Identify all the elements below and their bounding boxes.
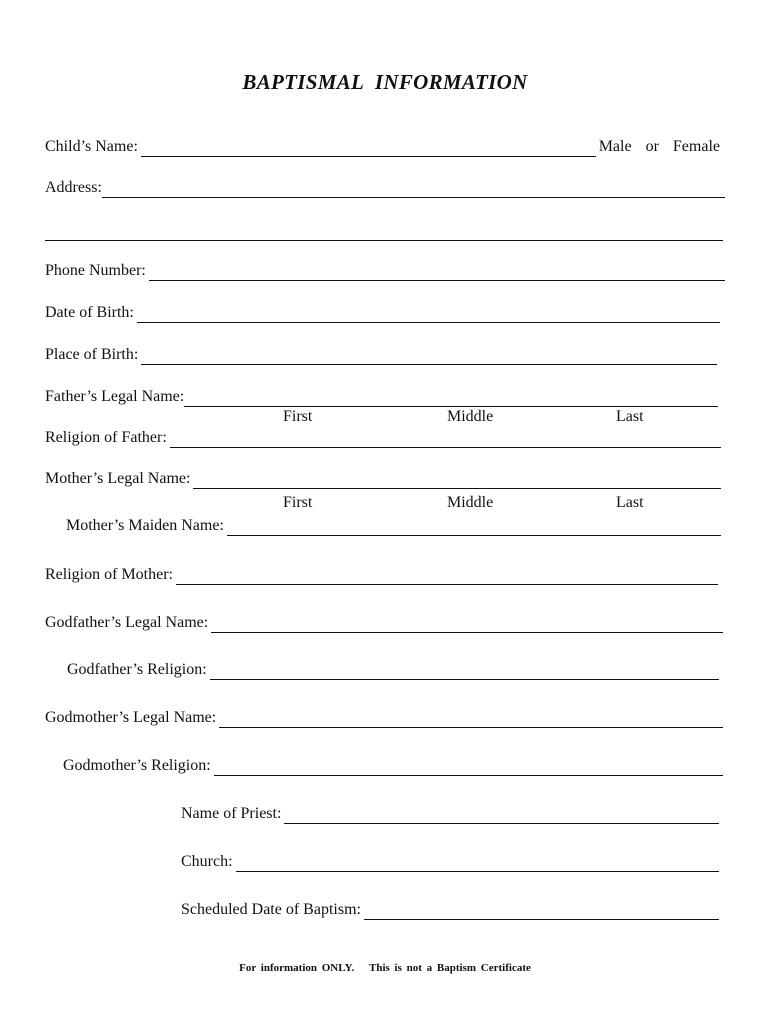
pob-field[interactable] — [141, 349, 717, 365]
mother-legal-name-field[interactable] — [193, 473, 721, 489]
address-field-2[interactable] — [45, 225, 723, 241]
religion-mother-field[interactable] — [176, 569, 718, 585]
footer-note-part2: This is not a Baptism Certificate — [369, 962, 531, 974]
priest-field[interactable] — [284, 808, 719, 824]
godfather-religion-field[interactable] — [210, 664, 719, 680]
child-name-label: Child’s Name: — [45, 138, 138, 155]
address-row-2 — [45, 221, 723, 241]
phone-row — [45, 261, 725, 281]
religion-mother-row — [45, 565, 718, 585]
gender-options — [599, 137, 720, 157]
father-last-caption: Last — [616, 408, 644, 425]
father-legal-name-row — [45, 387, 718, 407]
mother-maiden-name-label: Mother’s Maiden Name: — [66, 517, 224, 534]
pob-row — [45, 345, 717, 365]
dob-label: Date of Birth: — [45, 304, 134, 321]
religion-father-row — [45, 428, 721, 448]
footer-note — [0, 962, 770, 974]
church-label: Church: — [181, 853, 233, 870]
scheduled-date-field[interactable] — [364, 904, 719, 920]
form-title: BAPTISMAL INFORMATION — [242, 70, 528, 94]
mother-first-caption: First — [283, 494, 313, 511]
dob-field[interactable] — [137, 307, 720, 323]
godfather-religion-row — [67, 660, 719, 680]
mother-maiden-name-row — [66, 516, 721, 536]
mother-last-caption: Last — [616, 494, 644, 511]
priest-row — [181, 804, 719, 824]
scheduled-date-row — [181, 900, 719, 920]
phone-field[interactable] — [149, 265, 725, 281]
mother-legal-name-label: Mother’s Legal Name: — [45, 470, 191, 487]
godfather-legal-name-label: Godfather’s Legal Name: — [45, 614, 209, 631]
godfather-legal-name-row — [45, 613, 723, 633]
child-name-field[interactable] — [141, 141, 596, 157]
father-first-caption: First — [283, 408, 313, 425]
address-row — [45, 178, 725, 198]
footer-note-part1: For information ONLY. — [239, 962, 355, 974]
godmother-religion-field[interactable] — [214, 760, 723, 776]
address-field[interactable] — [102, 182, 725, 198]
church-field[interactable] — [236, 856, 719, 872]
father-legal-name-label: Father’s Legal Name: — [45, 388, 185, 405]
godmother-religion-row — [63, 756, 723, 776]
godmother-legal-name-field[interactable] — [219, 712, 723, 728]
male-option[interactable]: Male — [598, 138, 632, 155]
godmother-legal-name-label: Godmother’s Legal Name: — [45, 709, 217, 726]
godmother-religion-label: Godmother’s Religion: — [63, 757, 211, 774]
or-text: or — [645, 138, 659, 155]
phone-label: Phone Number: — [45, 262, 146, 279]
church-row — [181, 852, 719, 872]
mother-maiden-name-field[interactable] — [227, 520, 721, 536]
child-name-row — [45, 137, 720, 157]
father-middle-caption: Middle — [447, 408, 494, 425]
female-option[interactable]: Female — [672, 138, 720, 155]
religion-mother-label: Religion of Mother: — [45, 566, 173, 583]
religion-father-label: Religion of Father: — [45, 429, 167, 446]
father-legal-name-field[interactable] — [184, 391, 718, 407]
godfather-legal-name-field[interactable] — [211, 617, 723, 633]
address-label: Address: — [45, 179, 102, 196]
religion-father-field[interactable] — [170, 432, 721, 448]
pob-label: Place of Birth: — [45, 346, 139, 363]
dob-row — [45, 303, 720, 323]
scheduled-date-label: Scheduled Date of Baptism: — [181, 901, 361, 918]
mother-legal-name-row — [45, 469, 721, 489]
priest-label: Name of Priest: — [181, 805, 282, 822]
godfather-religion-label: Godfather’s Religion: — [67, 661, 207, 678]
mother-middle-caption: Middle — [447, 494, 494, 511]
godmother-legal-name-row — [45, 708, 723, 728]
